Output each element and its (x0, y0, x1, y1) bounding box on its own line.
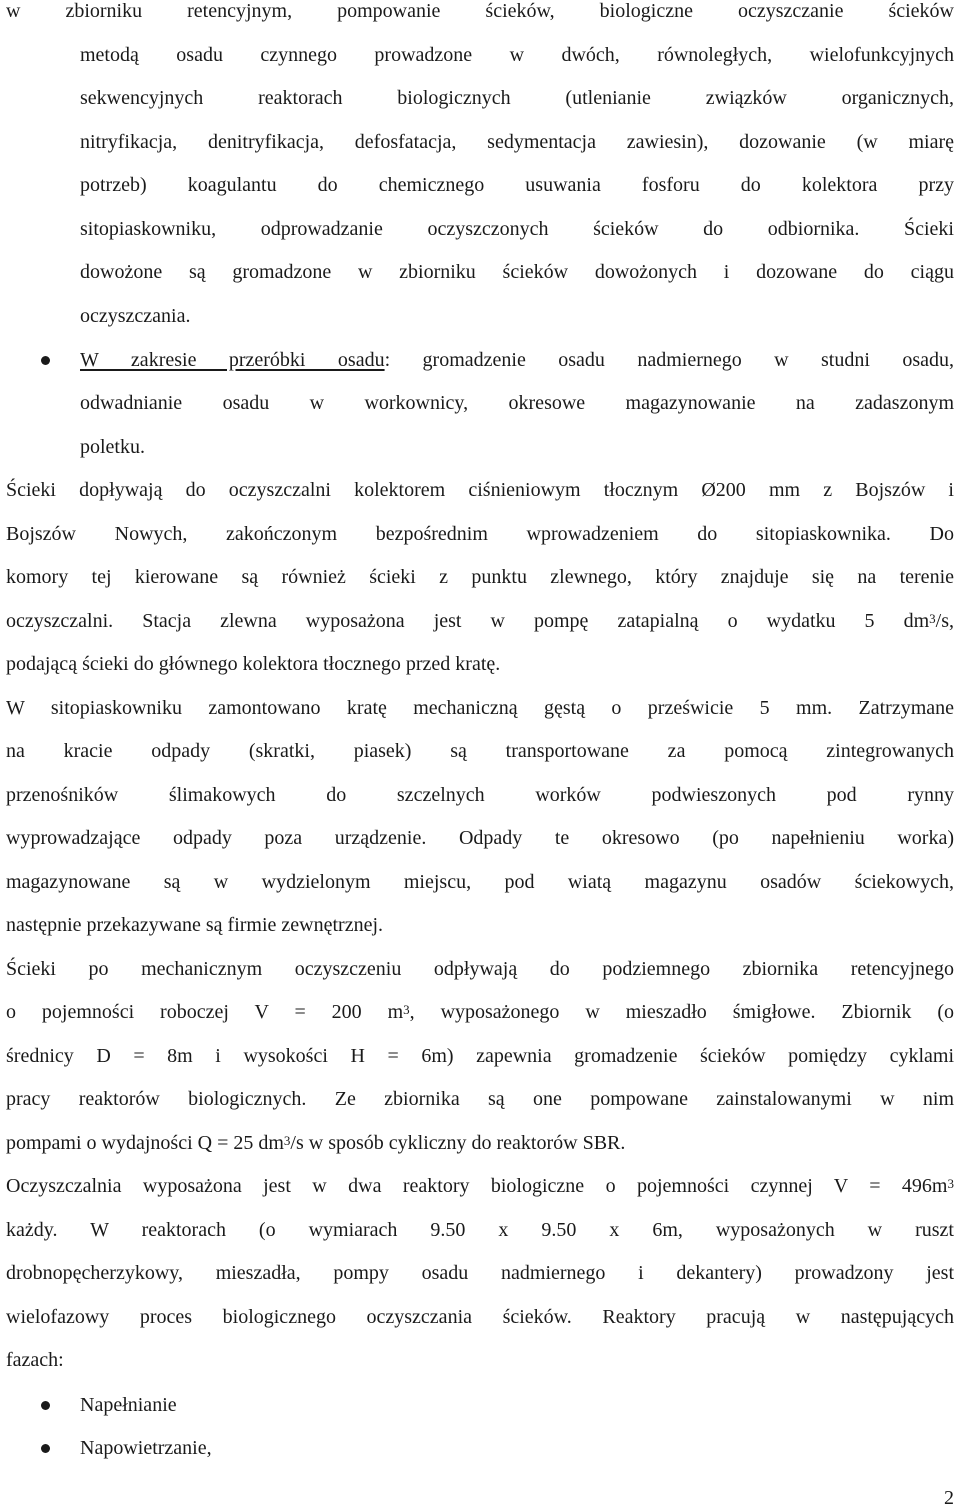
text-line: dowożone są gromadzone w zbiorniku ścieków dowożonych i dozowane do ciągu (80, 261, 954, 283)
text-line: Oczyszczalnia wyposażona jest w dwa reaktory biologiczne o pojemności czynnej $V = 496m^3$ (6, 1175, 954, 1197)
text-line: magazynowane są w wydzielonym miejscu, pod wiatą magazynu osadów ściekowych, (6, 871, 954, 893)
text-line: średnicy D = 8m i wysokości H = 6m) zapewnia gromadzenie ścieków pomiędzy cyklami (6, 1045, 954, 1067)
bullet-icon (41, 356, 50, 365)
text-line: Bojszów Nowych, zakończonym bezpośrednim wprowadzeniem do sitopiaskownika. Do (6, 523, 954, 545)
list-item: Napełnianie (80, 1394, 177, 1416)
text-line: pompami o wydajności Q = 25 $dm^3/s$ w sposób cykliczny do reaktorów SBR. (6, 1132, 626, 1154)
text-line: fazach: (6, 1349, 64, 1371)
bullet-icon (41, 1444, 50, 1453)
text-line: pracy reaktorów biologicznych. Ze zbiornika są one pompowane zainstalowanymi w nim (6, 1088, 954, 1110)
text-line: oczyszczalni. Stacja zlewna wyposażona jest w pompę zatapialną o wydatku 5 $dm^3/s$, (6, 610, 954, 632)
text-line: podającą ścieki do głównego kolektora tłocznego przed kratę. (6, 653, 501, 675)
text-line: każdy. W reaktorach (o wymiarach 9.50 x 9.50 x 6m, wyposażonych w ruszt (6, 1219, 954, 1241)
text-line: potrzeb) koagulantu do chemicznego usuwania fosforu do kolektora przy (80, 174, 954, 196)
text-line: sitopiaskowniku, odprowadzanie oczyszczonych ścieków do odbiornika. Ścieki (80, 218, 954, 240)
text-line: przenośników ślimakowych do szczelnych worków podwieszonych pod rynny (6, 784, 954, 806)
text-line: sekwencyjnych reaktorach biologicznych (utlenianie związków organicznych, (80, 87, 954, 109)
text-line: Ścieki po mechanicznym oczyszczeniu odpływają do podziemnego zbiornika retencyjnego (6, 958, 954, 980)
text-line: drobnopęcherzykowy, mieszadła, pompy osadu nadmiernego i dekantery) prowadzony jest (6, 1262, 954, 1284)
text-line: nitryfikacja, denitryfikacja, defosfatacja, sedymentacja zawiesin), dozowanie (w miarę (80, 131, 954, 153)
text-line: W sitopiaskowniku zamontowano kratę mechaniczną gęstą o prześwicie 5 mm. Zatrzymane (6, 697, 954, 719)
bullet-icon (41, 1401, 50, 1410)
page-number: 2 (944, 1487, 954, 1509)
text-line: o pojemności roboczej V = 200 $m^3$, wyposażonego w mieszadło śmigłowe. Zbiornik (o (6, 1001, 954, 1023)
text-line: W zakresie przeróbki osadu: gromadzenie osadu nadmiernego w studni osadu, (80, 349, 954, 371)
text-line: Ścieki dopływają do oczyszczalni kolektorem ciśnieniowym tłocznym Ø200 mm z Bojszów i (6, 479, 954, 501)
text-line: oczyszczania. (80, 305, 191, 327)
text-line: odwadnianie osadu w workownicy, okresowe magazynowanie na zadaszonym (80, 392, 954, 414)
text-line: w zbiorniku retencyjnym, pompowanie ścieków, biologiczne oczyszczanie ścieków (6, 0, 954, 22)
text-line: wielofazowy proces biologicznego oczyszczania ścieków. Reaktory pracują w następujących (6, 1306, 954, 1328)
text-line: wyprowadzające odpady poza urządzenie. Odpady te okresowo (po napełnieniu worka) (6, 827, 954, 849)
text-line: następnie przekazywane są firmie zewnętrznej. (6, 914, 384, 936)
text-line: metodą osadu czynnego prowadzone w dwóch, równoległych, wielofunkcyjnych (80, 44, 954, 66)
list-item: Napowietrzanie, (80, 1437, 212, 1459)
text-line: poletku. (80, 436, 145, 458)
text-line: na kracie odpady (skratki, piasek) są transportowane za pomocą zintegrowanych (6, 740, 954, 762)
text-line: komory tej kierowane są również ścieki z punktu zlewnego, który znajduje się na terenie (6, 566, 954, 588)
underlined-heading: W zakresie przeróbki osadu (80, 349, 385, 371)
